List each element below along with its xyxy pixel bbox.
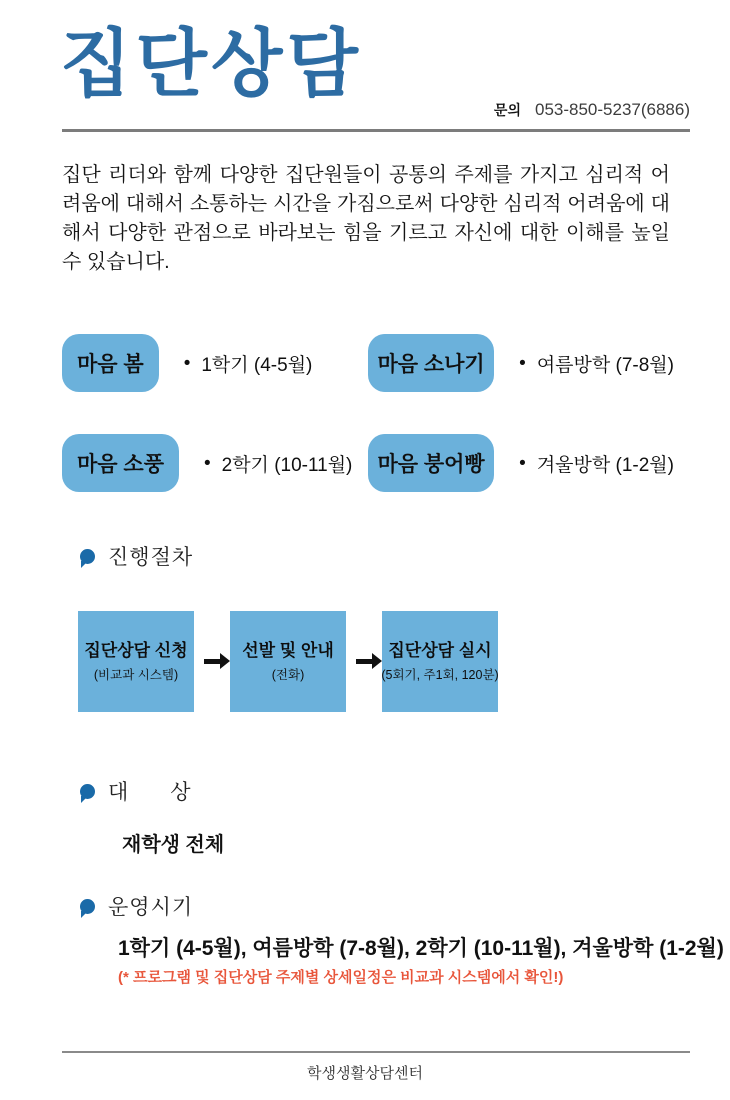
program-badge: 마음 소나기 xyxy=(368,334,494,392)
program-item xyxy=(368,334,674,392)
footer-org-name: 학생생활상담센터 xyxy=(307,1065,423,1082)
schedule-note: (* 프로그램 및 집단상담 주제별 상세일정은 비교과 시스템에서 확인!) xyxy=(118,969,564,986)
flow-step-sub: (전화) xyxy=(271,668,305,683)
bullet-dot-icon: • xyxy=(203,452,211,474)
contact-phone-number: 053-850-5237(6886) xyxy=(534,100,690,119)
flow-step-run xyxy=(382,611,498,712)
speech-bubble-bullet-icon xyxy=(80,784,95,799)
program-period-label: 2학기 (10-11월) xyxy=(221,454,353,476)
schedule-heading-label: 운영시기 xyxy=(108,896,194,919)
program-list xyxy=(62,334,674,492)
contact-label: 문의 xyxy=(493,102,521,118)
right-arrow-icon xyxy=(204,659,220,664)
bullet-dot-icon: • xyxy=(519,352,526,374)
program-period xyxy=(184,350,313,377)
program-badge: 마음 봄 xyxy=(62,334,159,392)
contact-info xyxy=(494,100,690,120)
program-period-label: 1학기 (4-5월) xyxy=(201,354,313,376)
header-divider xyxy=(62,129,690,132)
speech-bubble-bullet-icon xyxy=(80,899,95,914)
right-arrow-icon xyxy=(356,659,372,664)
program-period xyxy=(519,450,674,477)
flow-arrow xyxy=(194,659,230,664)
process-section-heading xyxy=(80,541,193,571)
program-period xyxy=(519,350,674,377)
program-period xyxy=(204,450,352,477)
program-item xyxy=(62,434,368,492)
flow-step-sub: (비교과 시스템) xyxy=(93,668,179,683)
program-badge: 마음 붕어빵 xyxy=(368,434,494,492)
program-badge: 마음 소풍 xyxy=(62,434,179,492)
program-period-label: 겨울방학 (1-2월) xyxy=(536,454,674,476)
flow-step-apply xyxy=(78,611,194,712)
target-section-heading xyxy=(80,776,192,806)
speech-bubble-bullet-icon xyxy=(80,549,95,564)
flow-step-title: 집단상담 신청 xyxy=(84,640,188,660)
schedule-body: 1학기 (4-5월), 여름방학 (7-8월), 2학기 (10-11월), 겨울방학 (1-2월) xyxy=(118,937,724,960)
page-title: 집단상담 xyxy=(60,22,362,105)
process-flow xyxy=(78,611,498,712)
footer-divider xyxy=(62,1051,690,1053)
process-heading-label: 진행절차 xyxy=(108,546,194,569)
program-period-label: 여름방학 (7-8월) xyxy=(536,354,674,376)
intro-paragraph: 집단 리더와 함께 다양한 집단원들이 공통의 주제를 가지고 심리적 어려움에 대해서 소통하는 시간을 가짐으로써 다양한 심리적 어려움에 대해서 다양한 관점으로 바라보는 힘을 기르고 자신에 대한 이해를 높일 수 있습니다. xyxy=(62,164,670,273)
target-body: 재학생 전체 xyxy=(122,834,225,856)
bullet-dot-icon: • xyxy=(183,352,191,374)
flow-arrow xyxy=(346,659,382,664)
flow-step-sub: (5회기, 주1회, 120분) xyxy=(381,668,499,683)
flow-step-selection xyxy=(230,611,346,712)
program-item xyxy=(368,434,674,492)
target-heading-label: 대 상 xyxy=(108,781,192,804)
program-item xyxy=(62,334,368,392)
flow-step-title: 선발 및 안내 xyxy=(242,640,334,660)
flow-step-title: 집단상담 실시 xyxy=(388,640,492,660)
schedule-section-heading xyxy=(80,891,193,921)
bullet-dot-icon: • xyxy=(519,452,526,474)
